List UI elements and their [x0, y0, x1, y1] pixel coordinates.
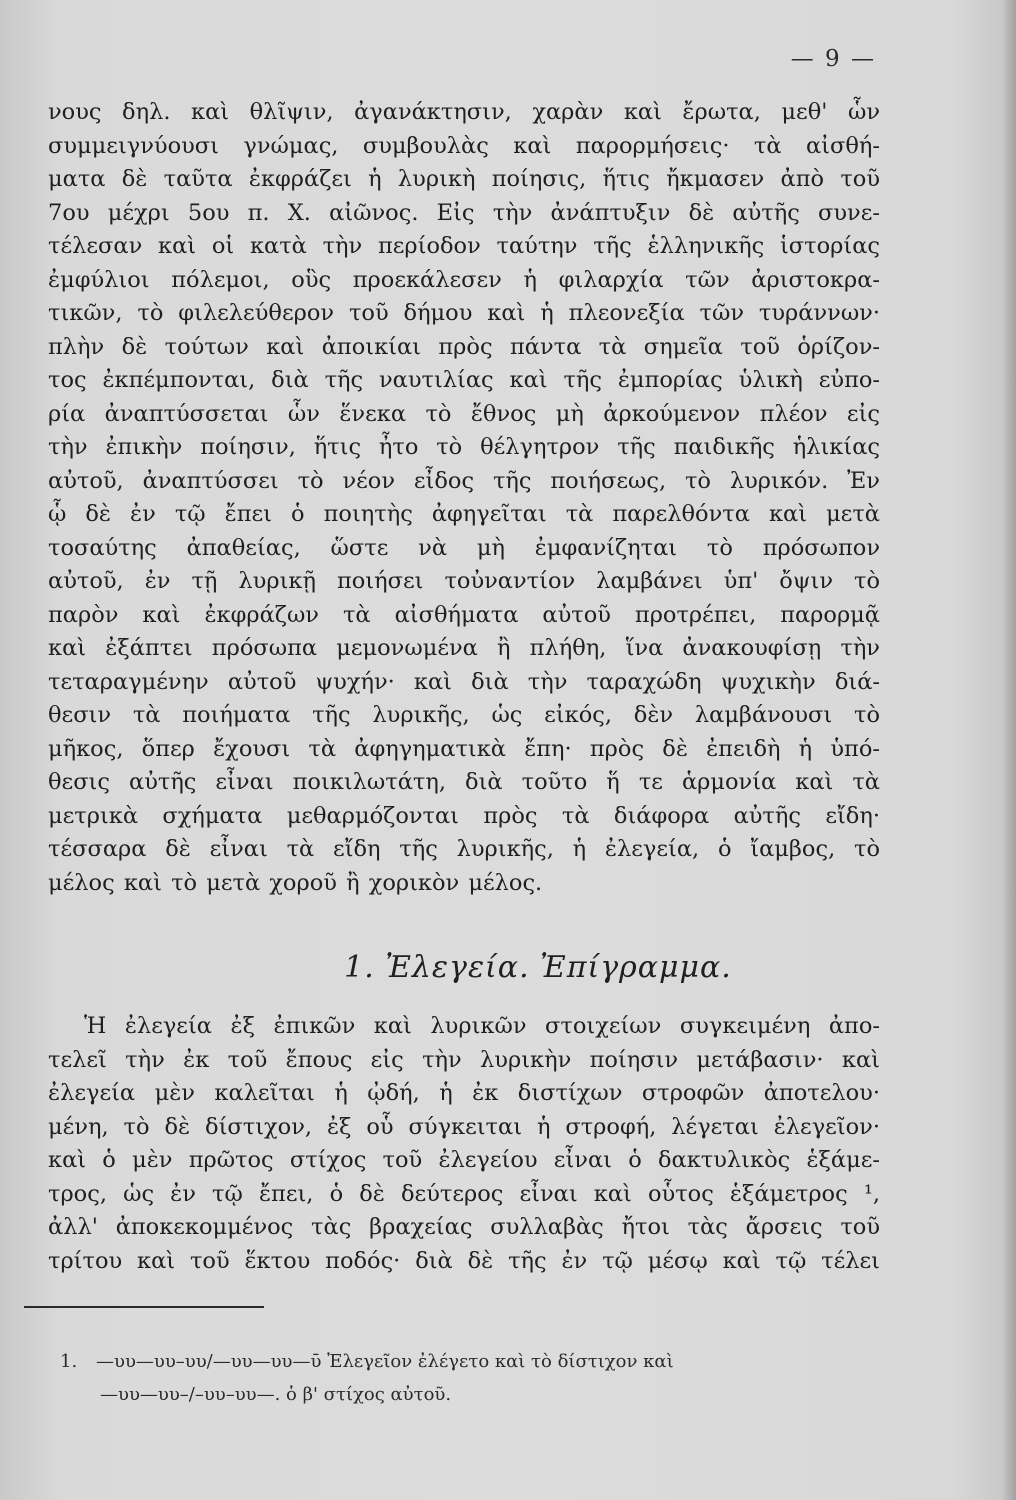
- text-line: τεταραγμένην αὐτοῦ ψυχήν· καὶ διὰ τὴν ταραχώδη ψυχικὴν διά-: [48, 668, 880, 695]
- text-line: ματα δὲ ταῦτα ἐκφράζει ἡ λυρικὴ ποίησις, ἥτις ἤκμασεν ἀπὸ τοῦ: [48, 166, 880, 192]
- text-line: 7ου μέχρι 5ου π. Χ. αἰῶνος. Εἰς τὴν ἀνάπτυξιν δὲ αὐτῆς συνε-: [48, 199, 880, 226]
- footnote-line: —υυ—υυ–/–υυ–υυ—. ὁ β' στίχος αὐτοῦ.: [100, 1384, 452, 1405]
- footnote-line: [60, 1345, 880, 1378]
- text-line: αὐτοῦ, ἐν τῇ λυρικῇ ποιήσει τοὐναντίον λαμβάνει ὑπ' ὄψιν τὸ: [48, 568, 880, 594]
- footnote-text: —υυ—υυ–υυ/—υυ—υυ—ῡ Ἐλεγεῖον ἐλέγετο καὶ τὸ δίστιχον καὶ: [96, 1351, 674, 1372]
- text-line: μέλος καὶ τὸ μετὰ χοροῦ ἢ χορικὸν μέλος.: [48, 869, 543, 896]
- text-line: ἀλλ' ἀποκεκομμένος τὰς βραχείας συλλαβὰς ἤτοι τὰς ἄρσεις τοῦ: [48, 1214, 880, 1240]
- paragraph-1: [48, 96, 880, 900]
- text-line: τος ἐκπέμπονται, διὰ τῆς ναυτιλίας καὶ τῆς ἐμπορίας ὑλικὴ εὐπο-: [48, 367, 880, 393]
- text-line: νους δηλ. καὶ θλῖψιν, ἀγανάκτησιν, χαρὰν καὶ ἔρωτα, μεθ' ὧν: [48, 99, 880, 125]
- text-line: καὶ ἐξάπτει πρόσωπα μεμονωμένα ἢ πλήθη, ἵνα ἀνακουφίσῃ τὴν: [48, 635, 880, 661]
- text-line: ἐλεγεία μὲν καλεῖται ἡ ᾠδή, ἡ ἐκ διστίχων στροφῶν ἀποτελου·: [48, 1080, 880, 1106]
- text-line: αὐτοῦ, ἀναπτύσσει τὸ νέον εἶδος τῆς ποιήσεως, τὸ λυρικόν. Ἐν: [48, 467, 880, 494]
- text-line: πλὴν δὲ τούτων καὶ ἀποικίαι πρὸς πάντα τὰ σημεῖα τοῦ ὁρίζον-: [48, 333, 880, 360]
- section-heading: 1. Ἐλεγεία. Ἐπίγραμμα.: [344, 950, 732, 985]
- text-line: μῆκος, ὅπερ ἔχουσι τὰ ἀφηγηματικὰ ἔπη· πρὸς δὲ ἐπειδὴ ἡ ὑπό-: [48, 735, 880, 762]
- text-line: τὴν ἐπικὴν ποίησιν, ἥτις ἦτο τὸ θέλγητρον τῆς παιδικῆς ἡλικίας: [48, 434, 880, 460]
- text-line: συμμειγνύουσι γνώμας, συμβουλὰς καὶ παρορμήσεις· τὰ αἰσθή-: [48, 132, 880, 159]
- text-line: ἐμφύλιοι πόλεμοι, οὓς προεκάλεσεν ἡ φιλαρχία τῶν ἀριστοκρα-: [48, 266, 880, 293]
- text-line: παρὸν καὶ ἐκφράζων τὰ αἰσθήματα αὐτοῦ προτρέπει, παρορμᾷ: [48, 601, 880, 628]
- footnote-number: 1.: [60, 1351, 78, 1372]
- footnote-divider: [24, 1306, 264, 1308]
- text-line: Ἡ ἐλεγεία ἐξ ἐπικῶν καὶ λυρικῶν στοιχείων συγκειμένη ἀπο-: [84, 1013, 880, 1039]
- text-line: θεσιν τὰ ποιήματα τῆς λυρικῆς, ὡς εἰκός, δὲν λαμβάνουσι τὸ: [48, 702, 880, 728]
- paragraph-2: [48, 1010, 880, 1278]
- text-line: θεσις αὐτῆς εἶναι ποικιλωτάτη, διὰ τοῦτο ἥ τε ἁρμονία καὶ τὰ: [48, 769, 880, 795]
- footnotes: [60, 1345, 880, 1411]
- text-line: τέλεσαν καὶ οἱ κατὰ τὴν περίοδον ταύτην τῆς ἑλληνικῆς ἱστορίας: [48, 233, 880, 259]
- page-edge-shadow: [1002, 0, 1016, 1500]
- text-line: ρία ἀναπτύσσεται ὧν ἕνεκα τὸ ἔθνος μὴ ἀρκούμενον πλέον εἰς: [48, 400, 880, 427]
- text-line: τέσσαρα δὲ εἶναι τὰ εἴδη τῆς λυρικῆς, ἡ ἐλεγεία, ὁ ἴαμβος, τὸ: [48, 836, 880, 862]
- text-line: τρίτου καὶ τοῦ ἕκτου ποδός· διὰ δὲ τῆς ἐν τῷ μέσῳ καὶ τῷ τέλει: [48, 1247, 880, 1274]
- page-number: — 9 —: [790, 46, 876, 72]
- text-line: τελεῖ τὴν ἐκ τοῦ ἔπους εἰς τὴν λυρικὴν ποίησιν μετάβασιν· καὶ: [48, 1046, 880, 1073]
- text-line: ᾧ δὲ ἐν τῷ ἔπει ὁ ποιητὴς ἀφηγεῖται τὰ παρελθόντα καὶ μετὰ: [48, 501, 880, 527]
- text-line: τοσαύτης ἀπαθείας, ὥστε νὰ μὴ ἐμφανίζηται τὸ πρόσωπον: [48, 534, 880, 561]
- text-line: τικῶν, τὸ φιλελεύθερον τοῦ δήμου καὶ ἡ πλεονεξία τῶν τυράννων·: [48, 300, 880, 326]
- text-line: τρος, ὡς ἐν τῷ ἔπει, ὁ δὲ δεύτερος εἶναι καὶ οὗτος ἑξάμετρος ¹,: [48, 1180, 880, 1207]
- text-line: μετρικὰ σχήματα μεθαρμόζονται πρὸς τὰ διάφορα αὐτῆς εἴδη·: [48, 802, 880, 829]
- text-line: καὶ ὁ μὲν πρῶτος στίχος τοῦ ἐλεγείου εἶναι ὁ δακτυλικὸς ἑξάμε-: [48, 1147, 880, 1173]
- text-line: μένη, τὸ δὲ δίστιχον, ἐξ οὗ σύγκειται ἡ στροφή, λέγεται ἐλεγεῖον·: [48, 1113, 880, 1140]
